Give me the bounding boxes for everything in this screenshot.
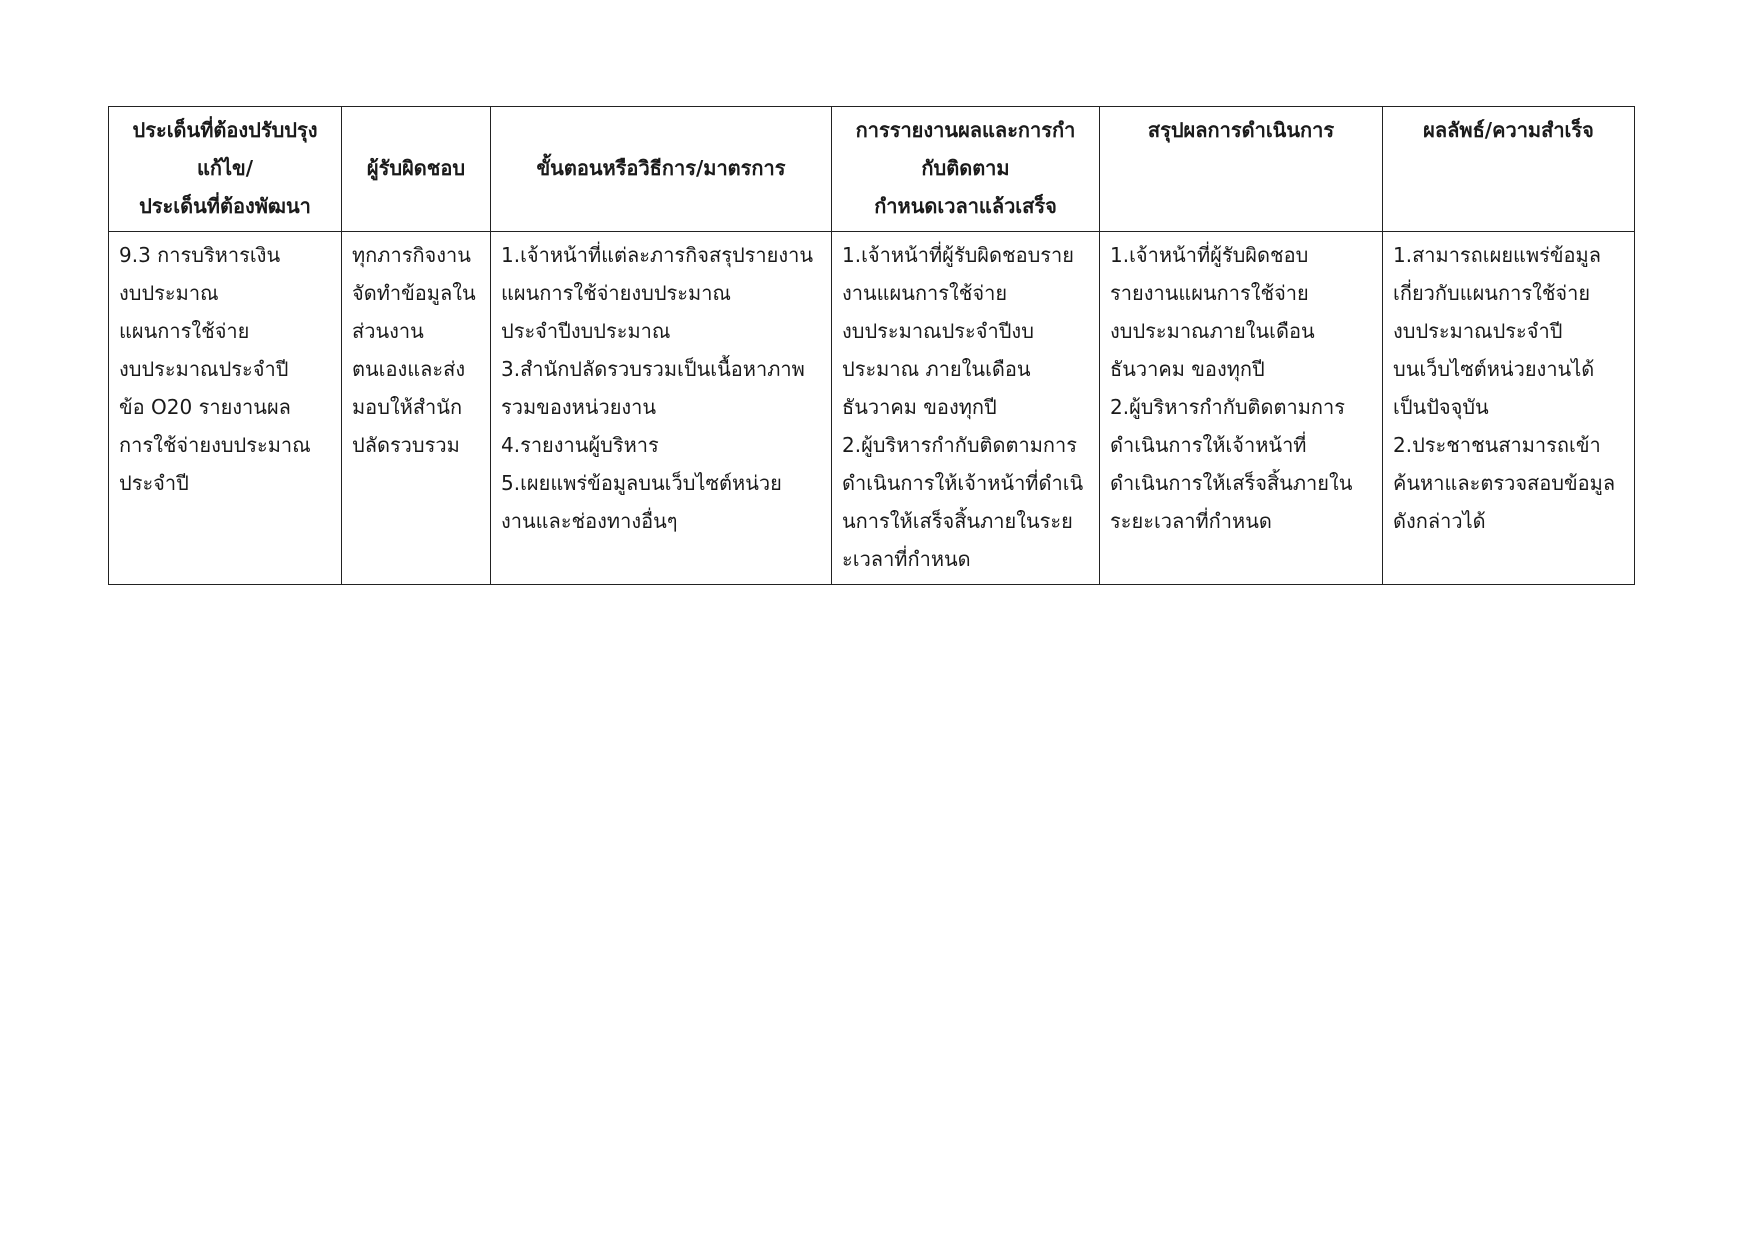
cell-line: ดังกล่าวได้	[1393, 509, 1486, 533]
header-line: ผู้รับผิดชอบ	[366, 156, 466, 180]
header-summary	[1100, 107, 1383, 232]
cell-line: ส่วนงาน	[352, 319, 424, 343]
header-line: ประเด็นที่ต้องปรับปรุง	[132, 118, 318, 142]
header-line: ประเด็นที่ต้องพัฒนา	[139, 194, 311, 218]
cell-line: ะเวลาที่กำหนด	[842, 547, 971, 571]
cell-line: งบประมาณ	[119, 281, 219, 305]
cell-summary	[1100, 232, 1383, 585]
cell-reporting-monitoring	[832, 232, 1100, 585]
cell-line: 2.ผู้บริหารกำกับติดตามการ	[1110, 395, 1345, 419]
cell-line: รายงานแผนการใช้จ่าย	[1110, 281, 1309, 305]
cell-line: เกี่ยวกับแผนการใช้จ่าย	[1393, 281, 1591, 305]
table-header-row	[109, 107, 1635, 232]
cell-line: ปลัดรวบรวม	[352, 433, 460, 457]
cell-line: ทุกภารกิจงาน	[352, 243, 471, 267]
cell-line: งานแผนการใช้จ่าย	[842, 281, 1008, 305]
cell-outcome	[1383, 232, 1635, 585]
cell-line: รวมของหน่วยงาน	[501, 395, 657, 419]
cell-line: ดำเนินการให้เสร็จสิ้นภายใน	[1110, 471, 1353, 495]
cell-line: งานและช่องทางอื่นๆ	[501, 509, 678, 533]
cell-line: ธันวาคม ของทุกปี	[842, 395, 997, 419]
action-plan-table	[108, 106, 1635, 585]
cell-line: มอบให้สำนัก	[352, 395, 463, 419]
header-reporting-monitoring	[832, 107, 1100, 232]
header-line: ขั้นตอนหรือวิธีการ/มาตรการ	[536, 156, 786, 180]
cell-line: 5.เผยแพร่ข้อมูลบนเว็บไซต์หน่วย	[501, 471, 782, 495]
header-line: แก้ไข/	[196, 156, 254, 180]
cell-line: เป็นปัจจุบัน	[1393, 395, 1489, 419]
header-line: ผลลัพธ์/ความสำเร็จ	[1423, 118, 1594, 142]
cell-line: การใช้จ่ายงบประมาณ	[119, 433, 311, 457]
cell-line: 2.ผู้บริหารกำกับติดตามการ	[842, 433, 1077, 457]
header-line: กำหนดเวลาแล้วเสร็จ	[874, 194, 1057, 218]
cell-line: งบประมาณประจำปี	[1393, 319, 1563, 343]
cell-line: งบประมาณภายในเดือน	[1110, 319, 1315, 343]
cell-line: แผนการใช้จ่ายงบประมาณ	[501, 281, 731, 305]
cell-line: 2.ประชาชนสามารถเข้า	[1393, 433, 1601, 457]
cell-line: ประจำปี	[119, 471, 189, 495]
cell-procedure	[491, 232, 832, 585]
cell-line: 1.เจ้าหน้าที่แต่ละภารกิจสรุปรายงาน	[501, 243, 814, 267]
cell-line: ประจำปีงบประมาณ	[501, 319, 671, 343]
cell-line: ดำเนินการให้เจ้าหน้าที่	[1110, 433, 1307, 457]
cell-line: ประมาณ ภายในเดือน	[842, 357, 1031, 381]
cell-line: งบประมาณประจำปี	[119, 357, 289, 381]
cell-line: ตนเองและส่ง	[352, 357, 466, 381]
cell-line: นการให้เสร็จสิ้นภายในระย	[842, 509, 1073, 533]
cell-line: 3.สำนักปลัดรวบรวมเป็นเนื้อหาภาพ	[501, 357, 805, 381]
header-procedure	[491, 107, 832, 232]
header-line: กับติดตาม	[921, 156, 1010, 180]
cell-line: แผนการใช้จ่าย	[119, 319, 250, 343]
cell-line: ค้นหาและตรวจสอบข้อมูล	[1393, 471, 1616, 495]
table-row	[109, 232, 1635, 585]
cell-responsible	[342, 232, 491, 585]
header-line: สรุปผลการดำเนินการ	[1147, 118, 1335, 142]
header-issue	[109, 107, 342, 232]
cell-line: 9.3 การบริหารเงิน	[119, 243, 281, 267]
header-outcome	[1383, 107, 1635, 232]
cell-line: ข้อ O20 รายงานผล	[119, 395, 291, 419]
cell-line: 1.เจ้าหน้าที่ผู้รับผิดชอบ	[1110, 243, 1309, 267]
header-responsible	[342, 107, 491, 232]
cell-line: จัดทำข้อมูลใน	[352, 281, 476, 305]
header-line: การรายงานผลและการกำ	[855, 118, 1076, 142]
cell-line: 4.รายงานผู้บริหาร	[501, 433, 659, 457]
cell-line: ดำเนินการให้เจ้าหน้าที่ดำเนิ	[842, 471, 1084, 495]
cell-line: ระยะเวลาที่กำหนด	[1110, 509, 1272, 533]
cell-issue	[109, 232, 342, 585]
cell-line: 1.เจ้าหน้าที่ผู้รับผิดชอบราย	[842, 243, 1074, 267]
cell-line: งบประมาณประจำปีงบ	[842, 319, 1034, 343]
cell-line: ธันวาคม ของทุกปี	[1110, 357, 1265, 381]
cell-line: 1.สามารถเผยแพร่ข้อมูล	[1393, 243, 1601, 267]
cell-line: บนเว็บไซต์หน่วยงานได้	[1393, 357, 1595, 381]
